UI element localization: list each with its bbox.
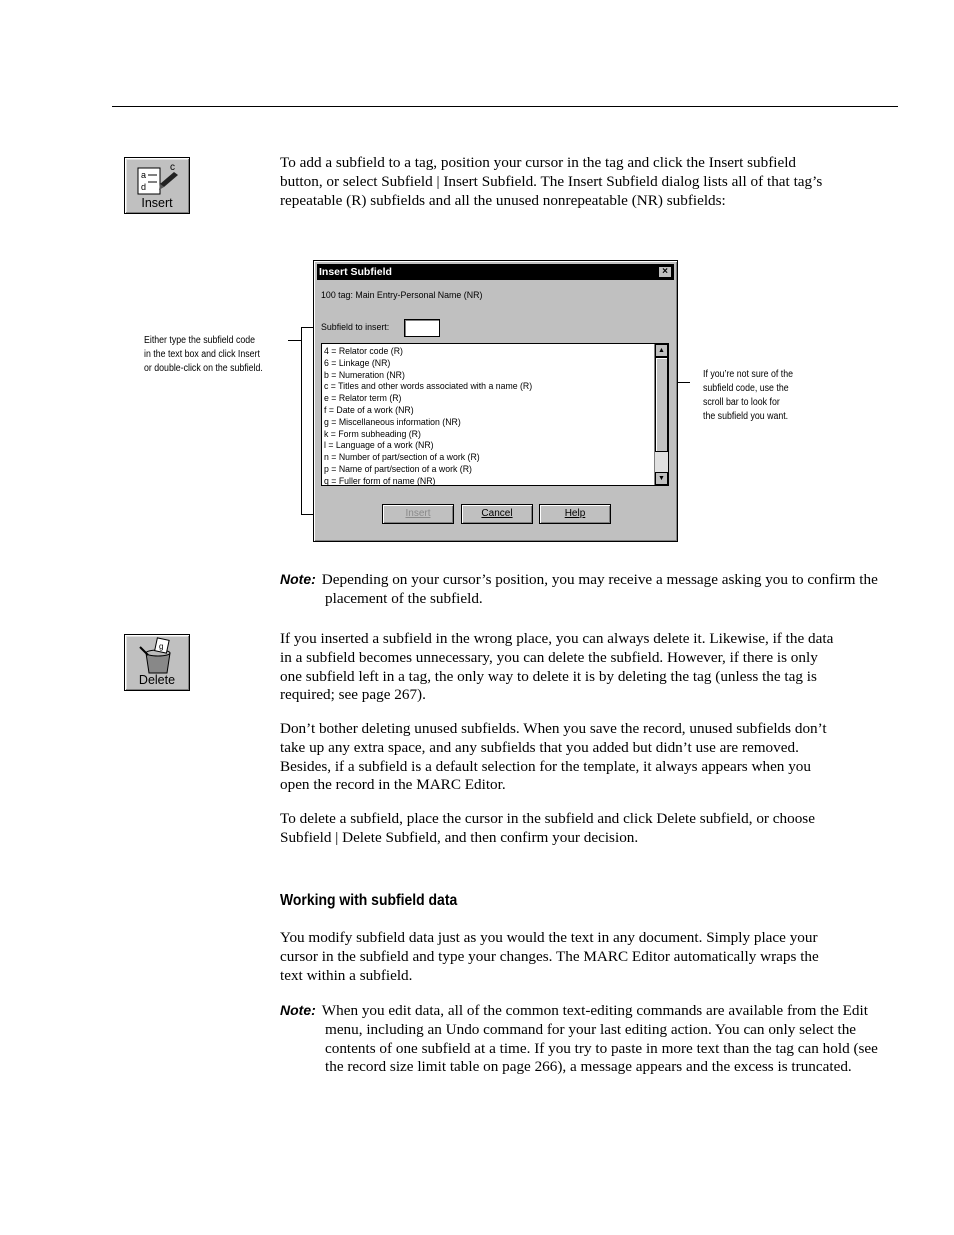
callout-right [703,368,793,424]
scroll-thumb[interactable] [655,357,668,452]
insert-subfield-dialog [313,260,678,542]
dialog-tag-line: 100 tag: Main Entry-Personal Name (NR) [321,290,483,301]
insert-button-label: Insert [141,196,173,210]
note-label: Note: [280,571,316,587]
modify-paragraph: You modify subfield data just as you would the text in any document. Simply place your cursor in the subfield and type your changes. The MARC Editor automatically wraps the text within a subfield. [280,929,819,984]
dialog-title: Insert Subfield [319,266,392,278]
subfield-list [322,344,668,486]
list-item[interactable]: 6 = Linkage (NR) [324,357,391,369]
dialog-cancel-label: Cancel [481,508,513,519]
callout-left-line: or double-click on the subfield. [144,363,263,374]
delete-paragraph-3: To delete a subfield, place the cursor in the subfield and click Delete subfield, or choose Subfield | Delete Subfield, and then confirm your decision. [280,810,815,846]
note-text: When you edit data, all of the common text-editing commands are available from the Edit menu, including an Undo command for your last editing action. You can only select the contents of one subfield at a time. If you try to paste in more text than the tag can hold (see the record size limit table on page 266), a message appears and the excess is truncated. [321,1002,878,1076]
list-item[interactable]: f = Date of a work (NR) [324,404,414,416]
dialog-help-label: Help [564,508,586,519]
callout-left [144,334,263,376]
delete-button-label: Delete [138,673,176,687]
delete-subfield-button[interactable] [124,634,190,691]
scroll-up-arrow-icon[interactable]: ▲ [655,344,668,357]
dialog-titlebar [317,264,674,280]
list-item[interactable]: p = Name of part/section of a work (R) [324,463,472,475]
header-rule [112,106,898,107]
intro-paragraph: To add a subfield to a tag, position your cursor in the tag and click the Insert subfield button, or select Subfield | Insert Subfield. The Insert Subfield dialog lists all of that tag’s repeatable (R) subfields and all the unused nonrepeatable (NR) subfields: [280,154,823,209]
callout-left-line: Either type the subfield code [144,335,256,346]
callout-right-line: scroll bar to look for [703,397,780,408]
delete-subfield-icon [126,637,190,677]
callout-leader [301,327,302,515]
callout-leader [288,340,301,341]
svg-text:a: a [141,170,147,180]
close-icon[interactable]: × [658,266,672,278]
note-placement [280,570,887,609]
dialog-insert-label: Insert [405,508,431,519]
svg-text:c: c [170,162,175,173]
list-item[interactable]: l = Language of a work (NR) [324,440,434,452]
subfield-input[interactable] [404,319,440,337]
scroll-down-arrow-icon[interactable]: ▼ [655,472,668,485]
callout-left-line: in the text box and click Insert [144,349,260,360]
note-editing [280,1001,887,1077]
callout-right-line: subfield code, use the [703,383,789,394]
section-heading: Working with subfield data [280,892,458,909]
subfield-listbox[interactable] [321,343,669,486]
delete-paragraph-2: Don’t bother deleting unused subfields. When you save the record, unused subfields don’t take up any extra space, and any subfields that you added but didn’t use are removed. Besides, if a subfield is a default selection for the template, it always appears when you open the record in the MARC Editor. [280,720,827,794]
callout-right-line: the subfield you want. [703,411,789,422]
list-item[interactable]: e = Relator term (R) [324,393,402,405]
dialog-help-button[interactable] [539,504,611,524]
list-item[interactable]: n = Number of part/section of a work (R) [324,452,480,464]
list-item[interactable]: k = Form subheading (R) [324,428,421,440]
svg-text:g: g [159,642,164,651]
callout-right-line: If you’re not sure of the [703,369,794,380]
dialog-insert-button[interactable] [382,504,454,524]
insert-subfield-icon [126,160,190,200]
insert-subfield-button[interactable] [124,157,190,214]
list-item[interactable]: q = Fuller form of name (NR) [324,475,436,486]
list-scrollbar[interactable] [654,344,668,485]
svg-text:d: d [141,182,147,192]
subfield-input-label: Subfield to insert: [321,322,390,333]
list-item[interactable]: b = Numeration (NR) [324,369,405,381]
note-text: Depending on your cursor’s position, you may receive a message asking you to confirm the placement of the subfield. [321,571,878,607]
list-item[interactable]: 4 = Relator code (R) [324,346,403,357]
dialog-cancel-button[interactable] [461,504,533,524]
delete-paragraph-1: If you inserted a subfield in the wrong place, you can always delete it. Likewise, if the data in a subfield becomes unnecessary, you can delete the subfield. However, if there is only one subfield left in a tag, the only way to delete it is by deleting the tag (unless the tag is required; see page 267). [280,630,834,704]
list-item[interactable]: g = Miscellaneous information (NR) [324,416,461,428]
note-label: Note: [280,1002,316,1018]
list-item[interactable]: c = Titles and other words associated with a name (R) [324,381,533,393]
